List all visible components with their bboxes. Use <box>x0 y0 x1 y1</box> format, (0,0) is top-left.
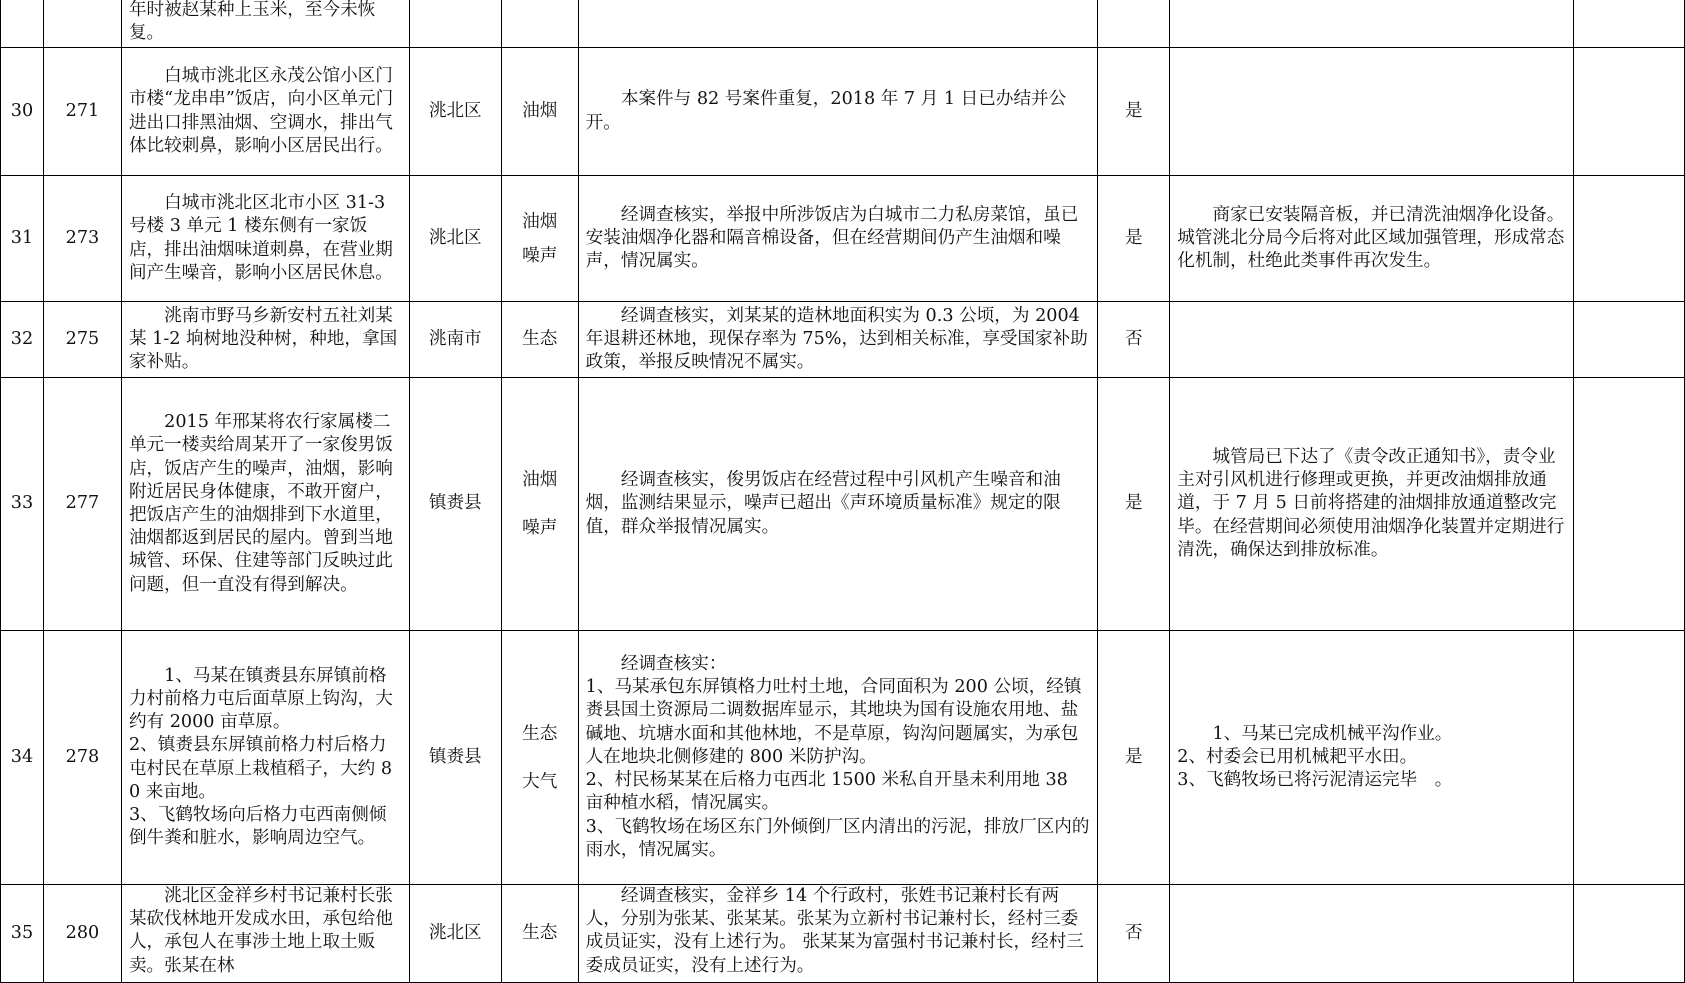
table-row <box>1 631 1685 885</box>
pollution-type-cell <box>501 0 578 48</box>
seq-cell: 35 <box>1 885 44 983</box>
remedy-cell <box>1170 302 1574 378</box>
seq-cell: 32 <box>1 302 44 378</box>
pollution-type-cell: 油烟 <box>501 48 578 176</box>
table-row <box>1 0 1685 48</box>
table-row <box>1 302 1685 378</box>
confirmed-cell: 是 <box>1098 48 1170 176</box>
case-number-cell: 275 <box>43 302 121 378</box>
table-row <box>1 48 1685 176</box>
pollution-type-cell: 油烟 噪声 <box>501 176 578 302</box>
case-number-cell: 278 <box>43 631 121 885</box>
case-number-cell <box>43 0 121 48</box>
confirmed-cell: 是 <box>1098 378 1170 631</box>
extra-cell <box>1574 378 1685 631</box>
complaint-content-cell: 2015 年邢某将农行家属楼二单元一楼卖给周某开了一家俊男饭店，饭店产生的噪声，油烟，影响附近居民身体健康，不敢开窗户，把饭店产生的油烟排到下水道里，油烟都返到居民的屋内。曾到当地城管、环保、住建等部门反映过此问题，但一直没有得到解决。 <box>121 378 409 631</box>
remedy-cell <box>1170 0 1574 48</box>
extra-cell <box>1574 631 1685 885</box>
confirmed-cell: 是 <box>1098 631 1170 885</box>
investigation-finding-cell: 经调查核实，金祥乡 14 个行政村，张姓书记兼村长有两人，分别为张某、张某某。张某为立新村书记兼村长，经村三委成员证实，没有上述行为。 张某某为富强村书记兼村长，经村三委成员证实，没有上述行为。 <box>578 885 1098 983</box>
case-number-cell: 280 <box>43 885 121 983</box>
seq-cell: 34 <box>1 631 44 885</box>
extra-cell <box>1574 176 1685 302</box>
area-cell: 洮北区 <box>409 885 501 983</box>
investigation-finding-cell: 经调查核实，举报中所涉饭店为白城市二力私房菜馆，虽已安装油烟净化器和隔音棉设备，但在经营期间仍产生油烟和噪声，情况属实。 <box>578 176 1098 302</box>
area-cell: 洮北区 <box>409 176 501 302</box>
extra-cell <box>1574 885 1685 983</box>
pollution-type-cell: 生态 <box>501 302 578 378</box>
complaint-content-cell: 1、马某在镇赉县东屏镇前格力村前格力屯后面草原上钩沟，大约有 2000 亩草原。 2、镇赉县东屏镇前格力村后格力屯村民在草原上栽植稻子，大约 80 来亩地。 3、飞鹤牧场向后格力屯西南侧倾倒牛粪和脏水，影响周边空气。 <box>121 631 409 885</box>
investigation-finding-cell: 经调查核实，刘某某的造林地面积实为 0.3 公顷，为 2004 年退耕还林地，现保存率为 75%，达到相关标准，享受国家补助政策，举报反映情况不属实。 <box>578 302 1098 378</box>
table-row <box>1 176 1685 302</box>
confirmed-cell <box>1098 0 1170 48</box>
confirmed-cell: 否 <box>1098 885 1170 983</box>
remedy-cell: 城管局已下达了《责令改正通知书》，责令业主对引风机进行修理或更换，并更改油烟排放通道，于 7 月 5 日前将搭建的油烟排放通道整改完毕。在经营期间必须使用油烟净化装置并定期进行清洗，确保达到排放标准。 <box>1170 378 1574 631</box>
seq-cell: 31 <box>1 176 44 302</box>
pollution-type-cell: 油烟 噪声 <box>501 378 578 631</box>
area-cell: 镇赉县 <box>409 378 501 631</box>
remedy-cell: 1、马某已完成机械平沟作业。 2、村委会已用机械耙平水田。 3、飞鹤牧场已将污泥清运完毕 。 <box>1170 631 1574 885</box>
complaint-content-cell: 洮南市野马乡新安村五社刘某某 1-2 垧树地没种树，种地，拿国家补贴。 <box>121 302 409 378</box>
area-cell <box>409 0 501 48</box>
complaint-content-cell: 年时被赵某种上玉米，至今未恢复。 <box>121 0 409 48</box>
complaint-content-cell: 白城市洮北区北市小区 31-3 号楼 3 单元 1 楼东侧有一家饭店，排出油烟味道刺鼻，在营业期间产生噪音，影响小区居民休息。 <box>121 176 409 302</box>
seq-cell <box>1 0 44 48</box>
seq-cell: 30 <box>1 48 44 176</box>
investigation-finding-cell: 经调查核实，俊男饭店在经营过程中引风机产生噪音和油烟，监测结果显示，噪声已超出《声环境质量标准》规定的限值，群众举报情况属实。 <box>578 378 1098 631</box>
remedy-cell <box>1170 885 1574 983</box>
investigation-finding-cell <box>578 0 1098 48</box>
seq-cell: 33 <box>1 378 44 631</box>
remedy-cell <box>1170 48 1574 176</box>
investigation-finding-cell: 本案件与 82 号案件重复，2018 年 7 月 1 日已办结并公开。 <box>578 48 1098 176</box>
remedy-cell: 商家已安装隔音板，并已清洗油烟净化设备。城管洮北分局今后将对此区域加强管理，形成常态化机制，杜绝此类事件再次发生。 <box>1170 176 1574 302</box>
area-cell: 镇赉县 <box>409 631 501 885</box>
confirmed-cell: 否 <box>1098 302 1170 378</box>
complaint-content-cell: 洮北区金祥乡村书记兼村长张某砍伐林地开发成水田，承包给他人，承包人在事涉土地上取土贩卖。张某在林 <box>121 885 409 983</box>
extra-cell <box>1574 0 1685 48</box>
pollution-type-cell: 生态 <box>501 885 578 983</box>
case-number-cell: 271 <box>43 48 121 176</box>
table-row <box>1 885 1685 983</box>
extra-cell <box>1574 302 1685 378</box>
extra-cell <box>1574 48 1685 176</box>
area-cell: 洮南市 <box>409 302 501 378</box>
case-number-cell: 273 <box>43 176 121 302</box>
confirmed-cell: 是 <box>1098 176 1170 302</box>
pollution-type-cell: 生态 大气 <box>501 631 578 885</box>
table-row <box>1 378 1685 631</box>
area-cell: 洮北区 <box>409 48 501 176</box>
investigation-finding-cell: 经调查核实： 1、马某承包东屏镇格力吐村土地，合同面积为 200 公顷，经镇赉县国土资源局二调数据库显示，其地块为国有设施农用地、盐碱地、坑塘水面和其他林地，不是草原，钩沟问题属实，为承包人在地块北侧修建的 800 米防护沟。 2、村民杨某某在后格力屯西北 1500 米私自开垦未利用地 38 亩种植水稻，情况属实。 3、飞鹤牧场在场区东门外倾倒厂区内清出的污泥，排放厂区内的雨水，情况属实。 <box>578 631 1098 885</box>
case-number-cell: 277 <box>43 378 121 631</box>
complaint-content-cell: 白城市洮北区永茂公馆小区门市楼“龙串串”饭店，向小区单元门进出口排黑油烟、空调水，排出气体比较刺鼻，影响小区居民出行。 <box>121 48 409 176</box>
